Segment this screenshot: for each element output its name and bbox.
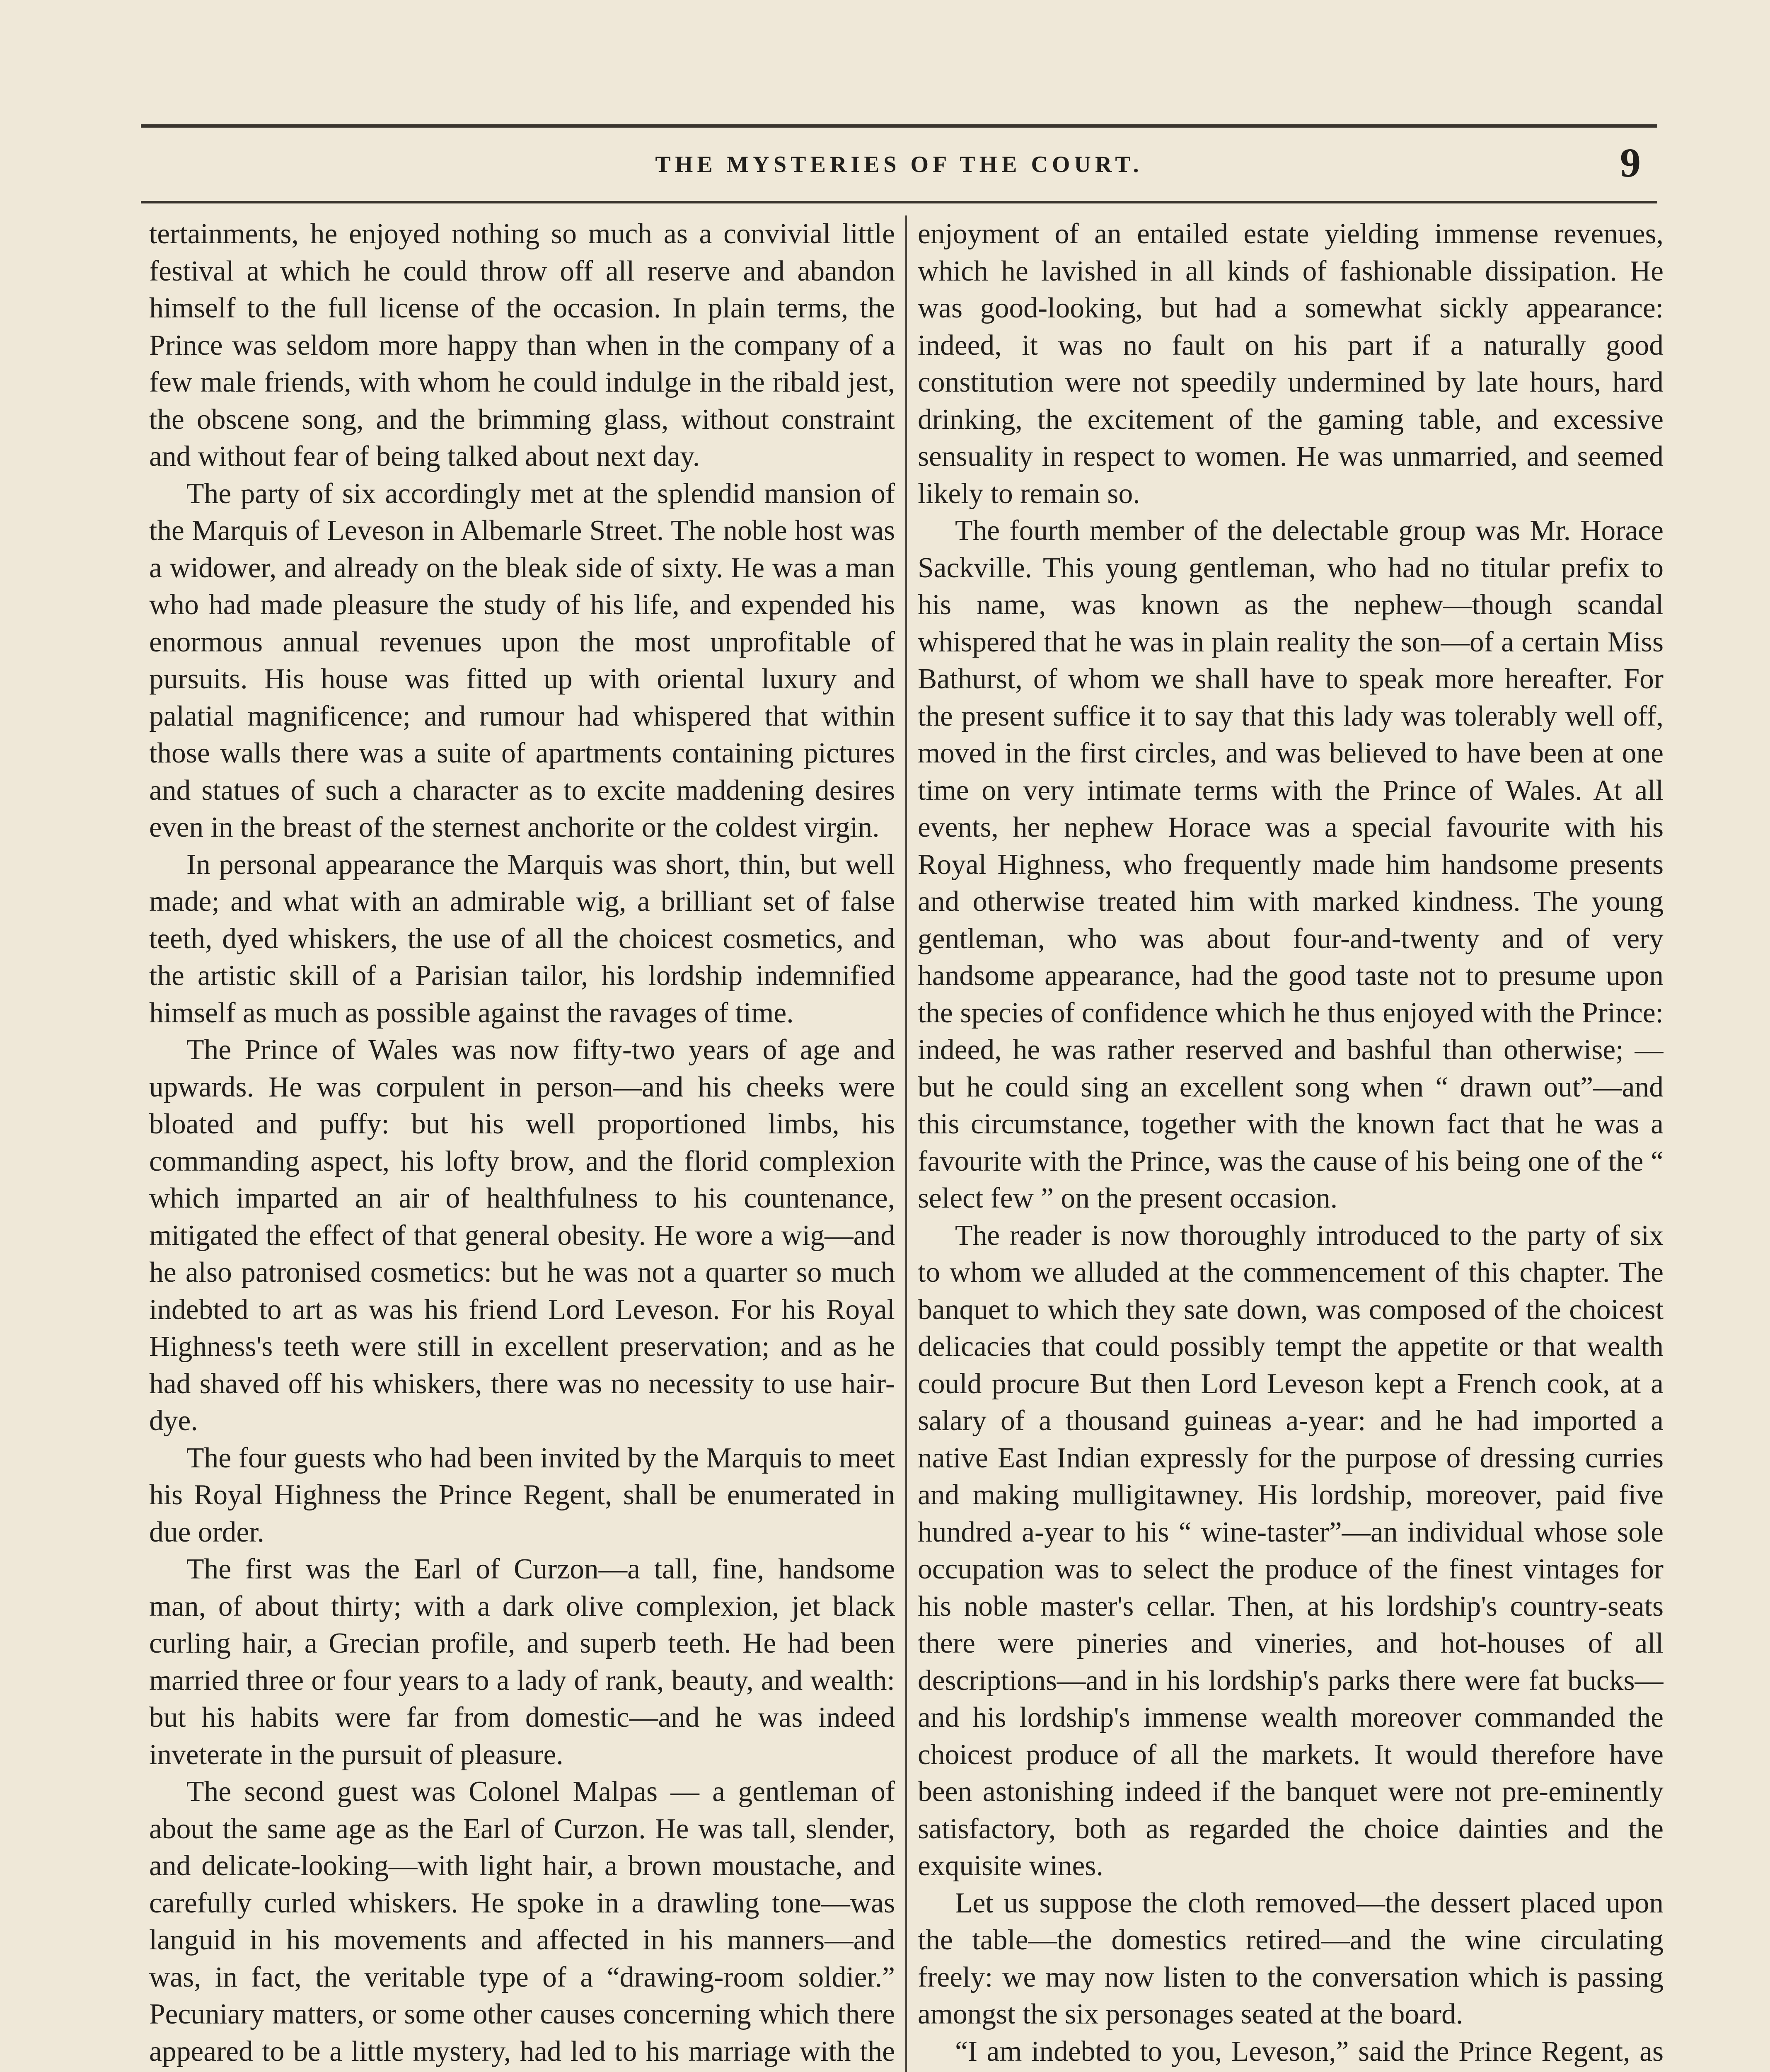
header-rule (141, 201, 1657, 203)
top-rule (141, 124, 1657, 128)
right-column (918, 215, 1664, 2072)
paragraph: The fourth member of the delectable group was Mr. Horace Sackville. This young gentleman, who had no titular prefix to his name, was known as the nephew—though scandal whispered that he was in plain reality the son—of a certain Miss Bathurst, of whom we shall have to speak more hereafter. For the present suffice it to say that this lady was tolerably well off, moved in the first circles, and was believed to have been at one time on very intimate terms with the Prince of Wales. At all events, her nephew Horace was a special favourite with his Royal Highness, who frequently made him handsome presents and otherwise treated him with marked kindness. The young gentleman, who was about four-and-twenty and of very handsome appearance, had the good taste not to presume upon the species of confidence which he thus enjoyed with the Prince: indeed, he was rather reserved and bashful than otherwise; — but he could sing an excellent song when “ drawn out”—and this circumstance, together with the known fact that he was a favourite with the Prince, was the cause of his being one of the “ select few ” on the present occasion. (918, 515, 1664, 1214)
paragraph: tertainments, he enjoyed nothing so much as a convivial little festival at which he could throw off all reserve and abandon himself to the full license of the occasion. In plain terms, the Prince was seldom more happy than when in the company of a few male friends, with whom he could indulge in the ribald jest, the obscene song, and the brimming glass, without constraint and without fear of being talked about next day. (149, 218, 895, 472)
left-column (149, 215, 895, 2072)
paragraph: In personal appearance the Marquis was short, thin, but well made; and what with an admirable wig, a brilliant set of false teeth, dyed whiskers, the use of all the choicest cosmetics, and the artistic skill of a Parisian tailor, his lordship indemnified himself as much as possible against the ravages of time. (149, 848, 895, 1029)
paragraph: The reader is now thoroughly introduced to the party of six to whom we alluded at the commencement of this chapter. The banquet to which they sate down, was composed of the choicest delicacies that could possibly tempt the appetite or that wealth could procure But then Lord Leveson kept a French cook, at a salary of a thousand guineas a-year: and he had imported a native East Indian expressly for the purpose of dressing curries and making mulligitawney. His lordship, moreover, paid five hundred a-year to his “ wine-taster”—an individual whose sole occupation was to select the produce of the finest vintages for his noble master's cellar. Then, at his lordship's country-seats there were pineries and vineries, and hot-houses of all descriptions—and in his lordship's parks there were fat bucks—and his lordship's immense wealth moreover commanded the choicest produce of all the markets. It would therefore have been astonishing indeed if the banquet were not pre-eminently satisfactory, both as regarded the choice dainties and the exquisite wines. (918, 1219, 1664, 1882)
paragraph: The first was the Earl of Curzon—a tall, fine, handsome man, of about thirty; with a dark olive complexion, jet black curling hair, a Grecian profile, and superb teeth. He had been married three or four years to a lady of rank, beauty, and wealth: but his habits were far from domestic—and he was indeed inveterate in the pursuit of pleasure. (149, 1553, 895, 1771)
paragraph: The four guests who had been invited by the Marquis to meet his Royal Highness the Prince Regent, shall be enumerated in due order. (149, 1442, 895, 1548)
paragraph: The Prince of Wales was now fifty-two years of age and upwards. He was corpulent in person—and his cheeks were bloated and puffy: but his well proportioned limbs, his commanding aspect, his lofty brow, and the florid complexion which imparted an air of healthfulness to his countenance, mitigated the effect of that general obesity. He wore a wig—and he also patronised cosmetics: but he was not a quarter so much indebted to art as was his friend Lord Leveson. For his Royal Highness's teeth were still in excellent preservation; and as he had shaved off his whiskers, there was no necessity to use hair-dye. (149, 1034, 895, 1437)
paragraph: “I am indebted to you, Leveson,” said the Prince Regent, as (955, 2035, 1664, 2067)
paragraph: The second guest was Colonel Malpas — a gentleman of about the same age as the Earl of Curzon. He was tall, slender, and delicate-looking—with light hair, a brown moustache, and carefully curled whiskers. He spoke in a drawling tone—was languid in his movements and affected in his manners—and was, in fact, the veritable type of a “drawing-room soldier.” Pecuniary matters, or some other causes concerning which there appeared to be a little mystery, had led to his marriage with the (149, 1776, 895, 2067)
paragraph: The party of six accordingly met at the splendid mansion of the Marquis of Leveson in Albemarle Street. The noble host was a widower, and already on the bleak side of sixty. He was a man who had made pleasure the study of his life, and expended his enormous annual revenues upon the most unprofitable of pursuits. His house was fitted up with oriental luxury and palatial magnificence; and rumour had whispered that within those walls there was a suite of apartments containing pictures and statues of such a character as to excite maddening desires even in the breast of the sternest anchorite or the coldest virgin. (149, 477, 895, 843)
column-divider (905, 215, 907, 2072)
running-header (141, 131, 1657, 205)
running-title: THE MYSTERIES OF THE COURT. (655, 152, 1143, 177)
paragraph: Let us suppose the cloth removed—the dessert placed upon the table—the domestics retired—and the wine circulating freely: we may now listen to the conversation which is passing amongst the six personages seated at the board. (918, 1887, 1664, 2030)
paragraph: enjoyment of an entailed estate yielding immense revenues, which he lavished in all kinds of fashionable dissipation. He was good-looking, but had a somewhat sickly appearance: indeed, it was no fault on his part if a naturally good constitution were not speedily undermined by late hours, hard drinking, the excitement of the gaming table, and excessive sensuality in respect to women. He was unmarried, and seemed likely to remain so. (918, 218, 1664, 510)
page-number: 9 (1620, 140, 1641, 186)
